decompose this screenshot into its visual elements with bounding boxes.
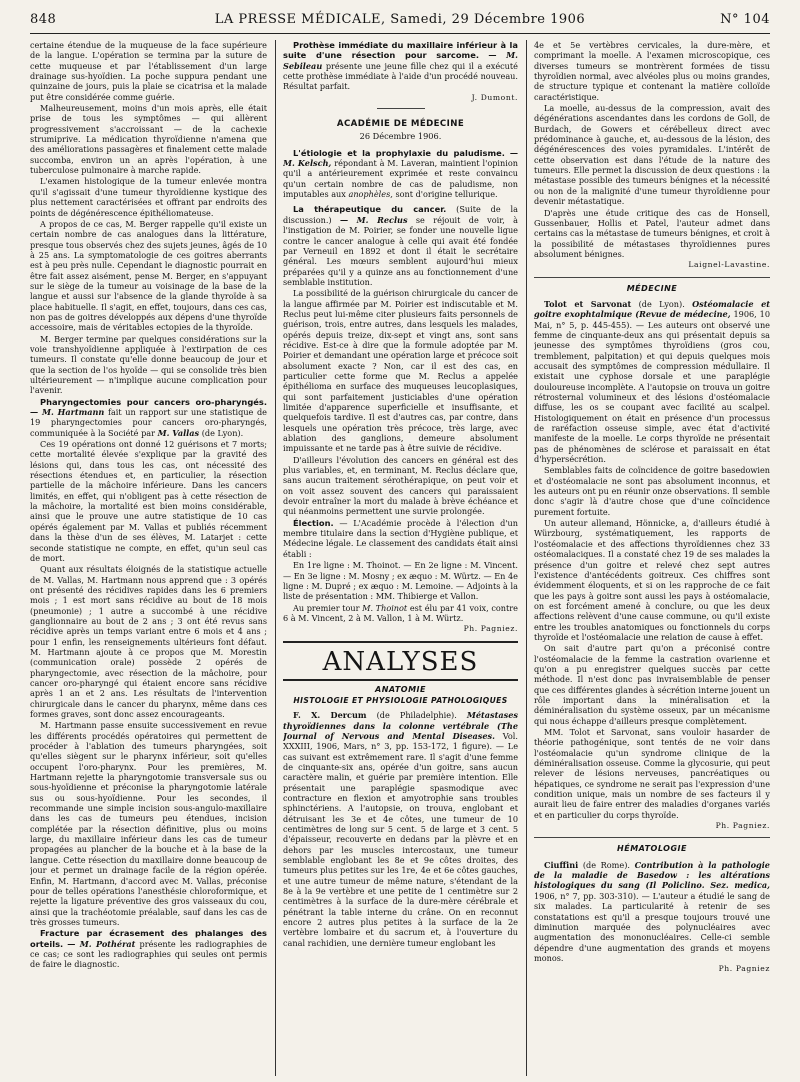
page-number: 848 — [30, 12, 57, 27]
author-place: (de Rome). — [582, 859, 630, 870]
subsection-title: ANATOMIE — [375, 684, 426, 694]
journal-title: LA PRESSE MÉDICALE, Samedi, 29 Décembre 1906 — [214, 12, 586, 27]
paragraph: D'après une étude critique des cas de Honsell, Gussenbauer, Hollis et Patel, l'auteur admet dans certains cas la métastase de tumeurs bénignes, et croit à la possibilité de métastases thyroïdiennes pures absolument bénignes. — [534, 207, 770, 259]
article-heading: Élection. — [293, 517, 334, 528]
page-header — [30, 12, 770, 32]
session-date: 26 Décembre 1906. — [359, 131, 442, 142]
paragraph — [283, 603, 518, 624]
paragraph: certaine étendue de la muqueuse de la face supérieure de la langue. L'opération se termina par la suture de cette muqueuse et par l'établissement d'un large drainage sus-hyoïdien. La poche suppura pendant une quinzaine de jours, puis la plaie se cicatrisa et la malade put être considérée comme guérie. — [30, 40, 267, 102]
column-2 — [283, 40, 518, 1078]
article-tolot — [534, 299, 770, 465]
paragraph-text: fait un rapport sur une statistique de 19 pharyngectomies pour cancers oro-pharyngés, communiquée à la Société par — [30, 407, 267, 438]
paragraph-text: présente les radiographies de ce cas; ce sont les radiographies qui seules ont permis de faire le diagnostic. — [30, 938, 267, 970]
paragraph: On sait d'autre part qu'on a préconisé contre l'ostéomalacie de la femme la castration ovarienne et qu'on a pu enregistrer quelques succès par cette méthode. Il n'est donc pas invraisemblable de penser que ces différentes glandes à sécrétion interne jouent un rôle important dans la minéralisation et la déminéralisation du système osseux, par un mécanisme qui nous échappe d'ailleurs presque complètement. — [534, 643, 770, 726]
signature: Ph. Pagniez — [718, 964, 770, 974]
author-name: Tolot et Sarvonat — [544, 298, 632, 309]
header-rule — [30, 33, 770, 34]
paragraph-text: sont d'origine tellurique. — [395, 189, 498, 200]
italic-term: anophèles, — [348, 189, 393, 200]
issue-number: N° 104 — [720, 12, 770, 27]
article-heading: L'étiologie et la prophylaxie du paludisme. — [293, 147, 505, 158]
author-name: Ciuffini — [544, 859, 579, 870]
author-name: — M. Reclus — [339, 214, 408, 225]
subsection-title: HÉMATOLOGIE — [617, 844, 687, 854]
paragraph: Quant aux résultats éloignés de la statistique actuelle de M. Vallas, M. Hartmann nous apprend que : 3 opérés ont présenté des récidives rapides dans les 6 premiers mois ; 1 est mort sans récidive au bout de 18 mois (pneumonie) ; 1 autre a succombé à une récidive ganglionnaire au bout de 2 ans ; 3 ont été revus sans récidive après un temps variant entre 6 mois et 4 ans ; pour 1 enfin, les renseignements ultérieurs font défaut. M. Hartmann ajoute à ce propos que M. Morestin (communication orale) possède 2 opérés de pharyngectomie, avec résection de la mâchoire, pour cancer oro-pharyngé qui étaient encore sans récidive après 1 an et 2 ans. Les résultats de l'intervention chirurgicale dans le cancer du pharynx, même dans ces formes graves, sont donc assez encourageants. — [30, 564, 267, 719]
author-place: (de Philadelphie). — [376, 710, 457, 721]
subsection-title: MÉDECINE — [626, 283, 678, 293]
signature: Laignel-Lavastine. — [688, 260, 770, 270]
article-heading: La thérapeutique du cancer. — [293, 204, 447, 215]
paragraph: En 1re ligne : M. Thoinot. — En 2e ligne : M. Vincent. — En 3e ligne : M. Mosny ; ex æquo : M. Würtz. — En 4e ligne : M. Dupré ; ex æquo : M. Lemoine. — Adjoints à la liste de présentation : MM. Thibierge et Vallon. — [283, 560, 518, 602]
paragraph: Semblables faits de coïncidence de goitre basedowien et d'ostéomalacie ne sont pas absolument inconnus, et les auteurs ont pu en réunir onze observations. Il semble donc s'agir là d'autre chose que d'une coïncidence purement fortuite. — [534, 465, 770, 517]
article-heading: Pharyngectomies pour cancers oro-pharyngés. — [40, 396, 267, 407]
paragraph-text: répondant à M. Laveran, maintient l'opinion qu'il a antérieurement exprimée et reste convaincu qu'un certain nombre de cas de paludisme, non imputables aux — [283, 158, 518, 200]
article-fracture — [30, 928, 267, 969]
author-name: — M. Hartmann — [30, 407, 105, 418]
article-heading: Prothèse immédiate du maxillaire inférieur à la suite d'une résection pour sarcome. — [283, 40, 518, 61]
paragraph-text: — L'Académie procède à l'élection d'un membre titulaire dans la section d'Hygiène publique, et Médecine légale. Le classement des candidats était ainsi établi : — [283, 517, 518, 559]
paragraph: A propos de ce cas, M. Berger rappelle qu'il existe un certain nombre de cas analogues dans la littérature, presque tous observés chez des sujets jeunes, âgés de 10 à 25 ans. La symptomatologie de ces goitres aberrants est à peu près nulle. Cependant le diagnostic pourrait en être fait assez aisément, pense M. Berger, en s'appuyant sur le siège de la tumeur au voisinage de la base de la langue et aussi sur l'absence de la glande thyroïde à sa place habituelle. Il s'agit, en effet, toujours, dans ces cas, non pas de goitres développés aux dépens d'une thyroïde accessoire, mais de véritables ectopies de la thyroïde. — [30, 218, 267, 333]
article-title: Métastases thyroïdiennes dans la colonne vertébrale (The Journal of Nervous and Mental Diseases. — [283, 710, 518, 741]
separator — [534, 837, 770, 838]
column-3 — [534, 40, 770, 1078]
section-title: ACADÉMIE DE MÉDECINE — [336, 119, 465, 130]
signature: Ph. Pagniez. — [463, 624, 518, 634]
paragraph-text: (de Lyon). — [201, 427, 244, 438]
separator — [377, 108, 425, 109]
paragraph: MM. Tolot et Sarvonat, sans vouloir hasarder de théorie pathogénique, sont tentés de ne voir dans l'ostéomalacie qu'un syndrome clinique de la déminéralisation osseuse. Comme la glycosurie, qui peut relever de lésions nerveuses, pancréatiques ou hépatiques, ce syndrome ne serait pas l'expression d'une condition unique, mais un nombre de ses facteurs il y aurait lieu de faire entrer des maladies d'organes variés et en particulier du corps thyroïde. — [534, 727, 770, 820]
signature: J. Dumont. — [471, 92, 518, 102]
column-divider — [526, 40, 527, 1076]
author-name: F. X. Dercum — [293, 710, 367, 721]
author-name: — M. Sebileau — [283, 50, 518, 71]
author-place: (de Lyon). — [638, 298, 685, 309]
paragraph: La possibilité de la guérison chirurgicale du cancer de la langue affirmée par M. Poirier est indiscutable et M. Reclus peut lui-même citer plusieurs faits personnels de guérison, trois, entre autres, dans lesquels les malades, opérés depuis treize, dix-sept et vingt ans, sont sans récidive. Est-ce à dire que la formule adoptée par M. Poirier et demandant une opération large et précoce soit absolument exacte ? Non, car il est des cas, en particulier cette forme que M. Reclus a appelée épithélioma en surface des muqueuses leucoplasiques, qui sont parfaitement justiciables d'une opération limitée d'apparence superficielle et insuffisante, et quelquefois tardive. Il est d'autres cas, par contre, dans lesquels une opération très précoce, très large, avec ablation des ganglions, demeure absolument impuissante et ne tarde pas à être suivie de récidive. — [283, 288, 518, 454]
paragraph-text: se réjouit de voir, à l'instigation de M. Poirier, se fonder une nouvelle ligue contre le cancer analogue à celle qui avait été fondée par Verneuil en 1892 et dont il était le secrétaire général. Les mœurs semblent aujourd'hui mieux préparées qu'il y a quinze ans au fonctionnement d'une semblable institution. — [283, 214, 518, 287]
separator — [534, 277, 770, 278]
paragraph-text: Vol. XXXIII, 1906, Mars, n° 3, pp. 153-172, 1 figure). — Le cas suivant est extrêmement rare. Il s'agit d'une femme de cinquante-six ans, opérée d'un goitre, sans aucun caractère malin, et guérie par première intention. Elle présentait une paraplégie spasmodique avec contracture en flexion et amyotrophie sans troubles sphinctériens. A l'autopsie, on trouva, englobant et détruisant les 3e et 4e côtes, une tumeur de 10 centimètres de long sur 5 cent. 5 de large et 3 cent. 5 d'épaisseur, recouverte en dedans par la plèvre et en dehors par les muscles intercostaux, une tumeur semblable englobant les 8e et 9e côtes droites, des tumeurs plus petites sur les 1re, 4e et 6e côtes gauches, et une autre tumeur de même nature, s'étendant de la 8e à la 9e vertèbre et une petite de 1 centimètre sur 2 centimètres à la surface de la dure-mère cérébrale et pénétrant la table interne du crâne. On en reconnut encore 2 autres plus petites à la surface de la 2e vertèbre lombaire et du sacrum et, à l'ouverture du canal rachidien, une dernière tumeur englobant les — [283, 730, 518, 948]
article-heading: Fracture par écrasement des phalanges des orteils. — [30, 928, 267, 949]
article-dercum — [283, 710, 518, 948]
author-name: — M. Kelsch, — [283, 147, 518, 169]
column-1 — [30, 40, 267, 1078]
author-name: M. Thoinot — [362, 602, 408, 613]
signature: Ph. Pagniez. — [715, 821, 770, 831]
paragraph: Malheureusement, moins d'un mois après, elle était prise de tous les symptômes — qui allèrent progressivement s'accroissant — de la cachexie strumiprive. La médication thyroïdienne n'amena que des améliorations passagères et finalement cette malade succomba, environ un an après l'opération, à une tuberculose pulmonaire à marche rapide. — [30, 103, 267, 176]
article-ciuffini — [534, 860, 770, 963]
paragraph: D'ailleurs l'évolution des cancers en général est des plus variables, et, en terminant, M. Reclus déclare que, sans aucun traitement sérothérapique, on peut voir et on voit assez souvent des cancers qui paraissaient devoir entraîner la mort du malade à brève échéance et qui néanmoins permettent une survie prolongée. — [283, 454, 518, 517]
article-pharyngectomies — [30, 397, 267, 438]
paragraph-text: Au premier tour — [293, 602, 360, 613]
article-therapeutique — [283, 204, 518, 287]
subsection-subtitle: HISTOLOGIE ET PHYSIOLOGIE PATHOLOGIQUES — [293, 695, 508, 705]
article-etiologie — [283, 148, 518, 200]
paragraph: M. Hartmann passe ensuite successivement en revue les différents procédés opératoires qui permettent de procéder à l'ablation des tumeurs pharyngées, soit qu'elles siègent sur le pharynx inférieur, soit qu'elles occupent l'oro-pharynx. Pour les premières, M. Hartmann rejette la pharyngotomie transversale sus ou sous-hyoïdienne et préconise la pharyngotomie latérale sus ou sous-hyoïdienne. Pour les secondes, il recommande une simple incision sous-angulo-maxillaire dans les cas de tumeurs peu étendues, incision complétée par la résection définitive, plus ou moins large, du maxillaire inférieur dans les cas de tumeur propagées au plancher de la bouche et à la base de la langue. Cette résection du maxillaire donne beaucoup de jour et permet un drainage facile de la région opérée. Enfin, M. Hartmann, d'accord avec M. Vallas, préconise pour de telles opérations l'anesthésie chloroformique, et rejette la ligature préventive des gros vaisseaux du cou, ainsi que la trachéotomie préalable, sauf dans les cas de très grosses tumeurs. — [30, 720, 267, 927]
paragraph: Un auteur allemand, Hönnicke, a, d'ailleurs étudié à Würzbourg, systématiquement, les rapports de l'ostéomalacie et des affections thyroïdiennes chez 33 ostéomalaciques. Il a constaté chez 19 de ses malades la présence d'un goitre et relevé chez sept autres l'existence d'antécédents goitreux. Ces chiffres sont évidemment éloquents, et si on les rapproche de ce fait que les pays à goitre sont aussi les pays à ostéomalacie, on est forcément amené à conclure, ou que les deux affections relèvent d'une cause commune, ou qu'il existe entre les troubles anatomiques ou fonctionnels du corps thyroïde et l'ostéomalacie une relation de cause à effet. — [534, 518, 770, 642]
article-prothese — [283, 40, 518, 92]
paragraph-text: 1906, n° 7, pp. 303-310). — L'auteur a étudié le sang de six malades. La particularité à retenir de ses constatations est qu'il a presque toujours trouvé une diminution marquée des polynucléaires avec augmentation des mononucléaires. Celle-ci semble dépendre d'une augmentation des grands et moyens monos. — [534, 890, 770, 963]
article-title: Contribution à la pathologie de la maladie de Basedow : les altérations histologiques du sang (Il Policlino. Sez. medica, — [534, 859, 770, 891]
analyses-banner: ANALYSES — [283, 641, 518, 681]
paragraph: M. Berger termine par quelques considérations sur la voie transhyoïdienne appliquée à l'extirpation de ces tumeurs. Il constate qu'elle donne beaucoup de jour et que la section de l'os hyoïde — qui se consolide très bien ultérieurement — n'implique aucune complication pour l'avenir. — [30, 333, 267, 396]
article-title: Ostéomalacie et goitre exophtalmique (Revue de médecine, — [534, 298, 770, 320]
paragraph-text: est élu par 41 voix, contre 6 à M. Vincent, 2 à M. Vallon, 1 à M. Würtz. — [283, 602, 518, 623]
heading-note: (Suite de la discussion.) — [283, 204, 518, 225]
paragraph: La moelle, au-dessus de la compression, avait des dégénérations ascendantes dans les cordons de Goll, de Burdach, de Gowers et cérébelleux direct avec prédominance à gauche, et, au-dessous de la lésion, des dégénérescences des voies pyramidales. L'intérêt de cette observation est dans l'étude de la nature des tumeurs. Elle permet la discussion de deux questions : la métastase possible des tumeurs bénignes et la nécessité ou non de la malignité d'une tumeur thyroïdienne pour devenir métastatique. — [534, 103, 770, 207]
paragraph: Ces 19 opérations ont donné 12 guérisons et 7 morts; cette mortalité élevée s'explique par la gravité des lésions qui, dans tous les cas, ont nécessité des résections étendues et, en particulier, la résection partielle de la mâchoire inférieure. Dans les cancers limités, en effet, qui n'obligent pas à cette résection de la mâchoire, la mortalité est bien moins considérable, ainsi que le prouve une autre statistique de 10 cas opérés également par M. Vallas et publiés récemment dans la thèse d'un de ses élèves, M. Latarjet : cette seconde statistique ne compte, en effet, qu'un seul cas de mort. — [30, 439, 267, 563]
paragraph-text: 1906, 10 Mai, n° 5, p. 445-455). — Les auteurs ont observé une femme de cinquante-deux ans qui présentait depuis sa jeunesse des symptômes thyroïdiens (gros cou, tremblement, palpitation) et qui depuis quelques mois accusait des symptômes de compression médullaire. Il existait une cyphose dorsale et une paraplégie douloureuse incomplète. A l'autopsie on trouva un goitre rétrosternal volumineux et des lésions d'ostéomalacie diffuse, les os se coupant avec facilité au scalpel. Histologiquement on était en présence d'un processus de raréfaction osseuse simple, avec état d'activité manifeste de la moelle. Le corps thyroïde ne présentait pas de phénomènes de sclérose et paraissait en état d'hypersécrétion. — [534, 309, 770, 465]
paragraph: 4e et 5e vertèbres cervicales, la dure-mère, et comprimant la moelle. A l'examen microscopique, ces diverses tumeurs se montrèrent formées de tissu thyroïdien normal, avec alvéoles plus ou moins grandes, de structure typique et contenant la matière colloïde caractéristique. — [534, 40, 770, 102]
paragraph: L'examen histologique de la tumeur enlevée montra qu'il s'agissait d'une tumeur thyroïdienne kystique des plus nettement caractérisées et offrant par endroits des points de dégénérescence épithéliomateuse. — [30, 176, 267, 218]
paragraph-text: présente une jeune fille chez qui il a exécuté cette prothèse immédiate à l'aide d'un procédé nouveau. Résultat parfait. — [283, 60, 518, 92]
article-election — [283, 518, 518, 559]
column-divider — [275, 40, 276, 1076]
author-name: M. Vallas — [157, 427, 200, 438]
author-name: — M. Pothérat — [67, 938, 136, 949]
